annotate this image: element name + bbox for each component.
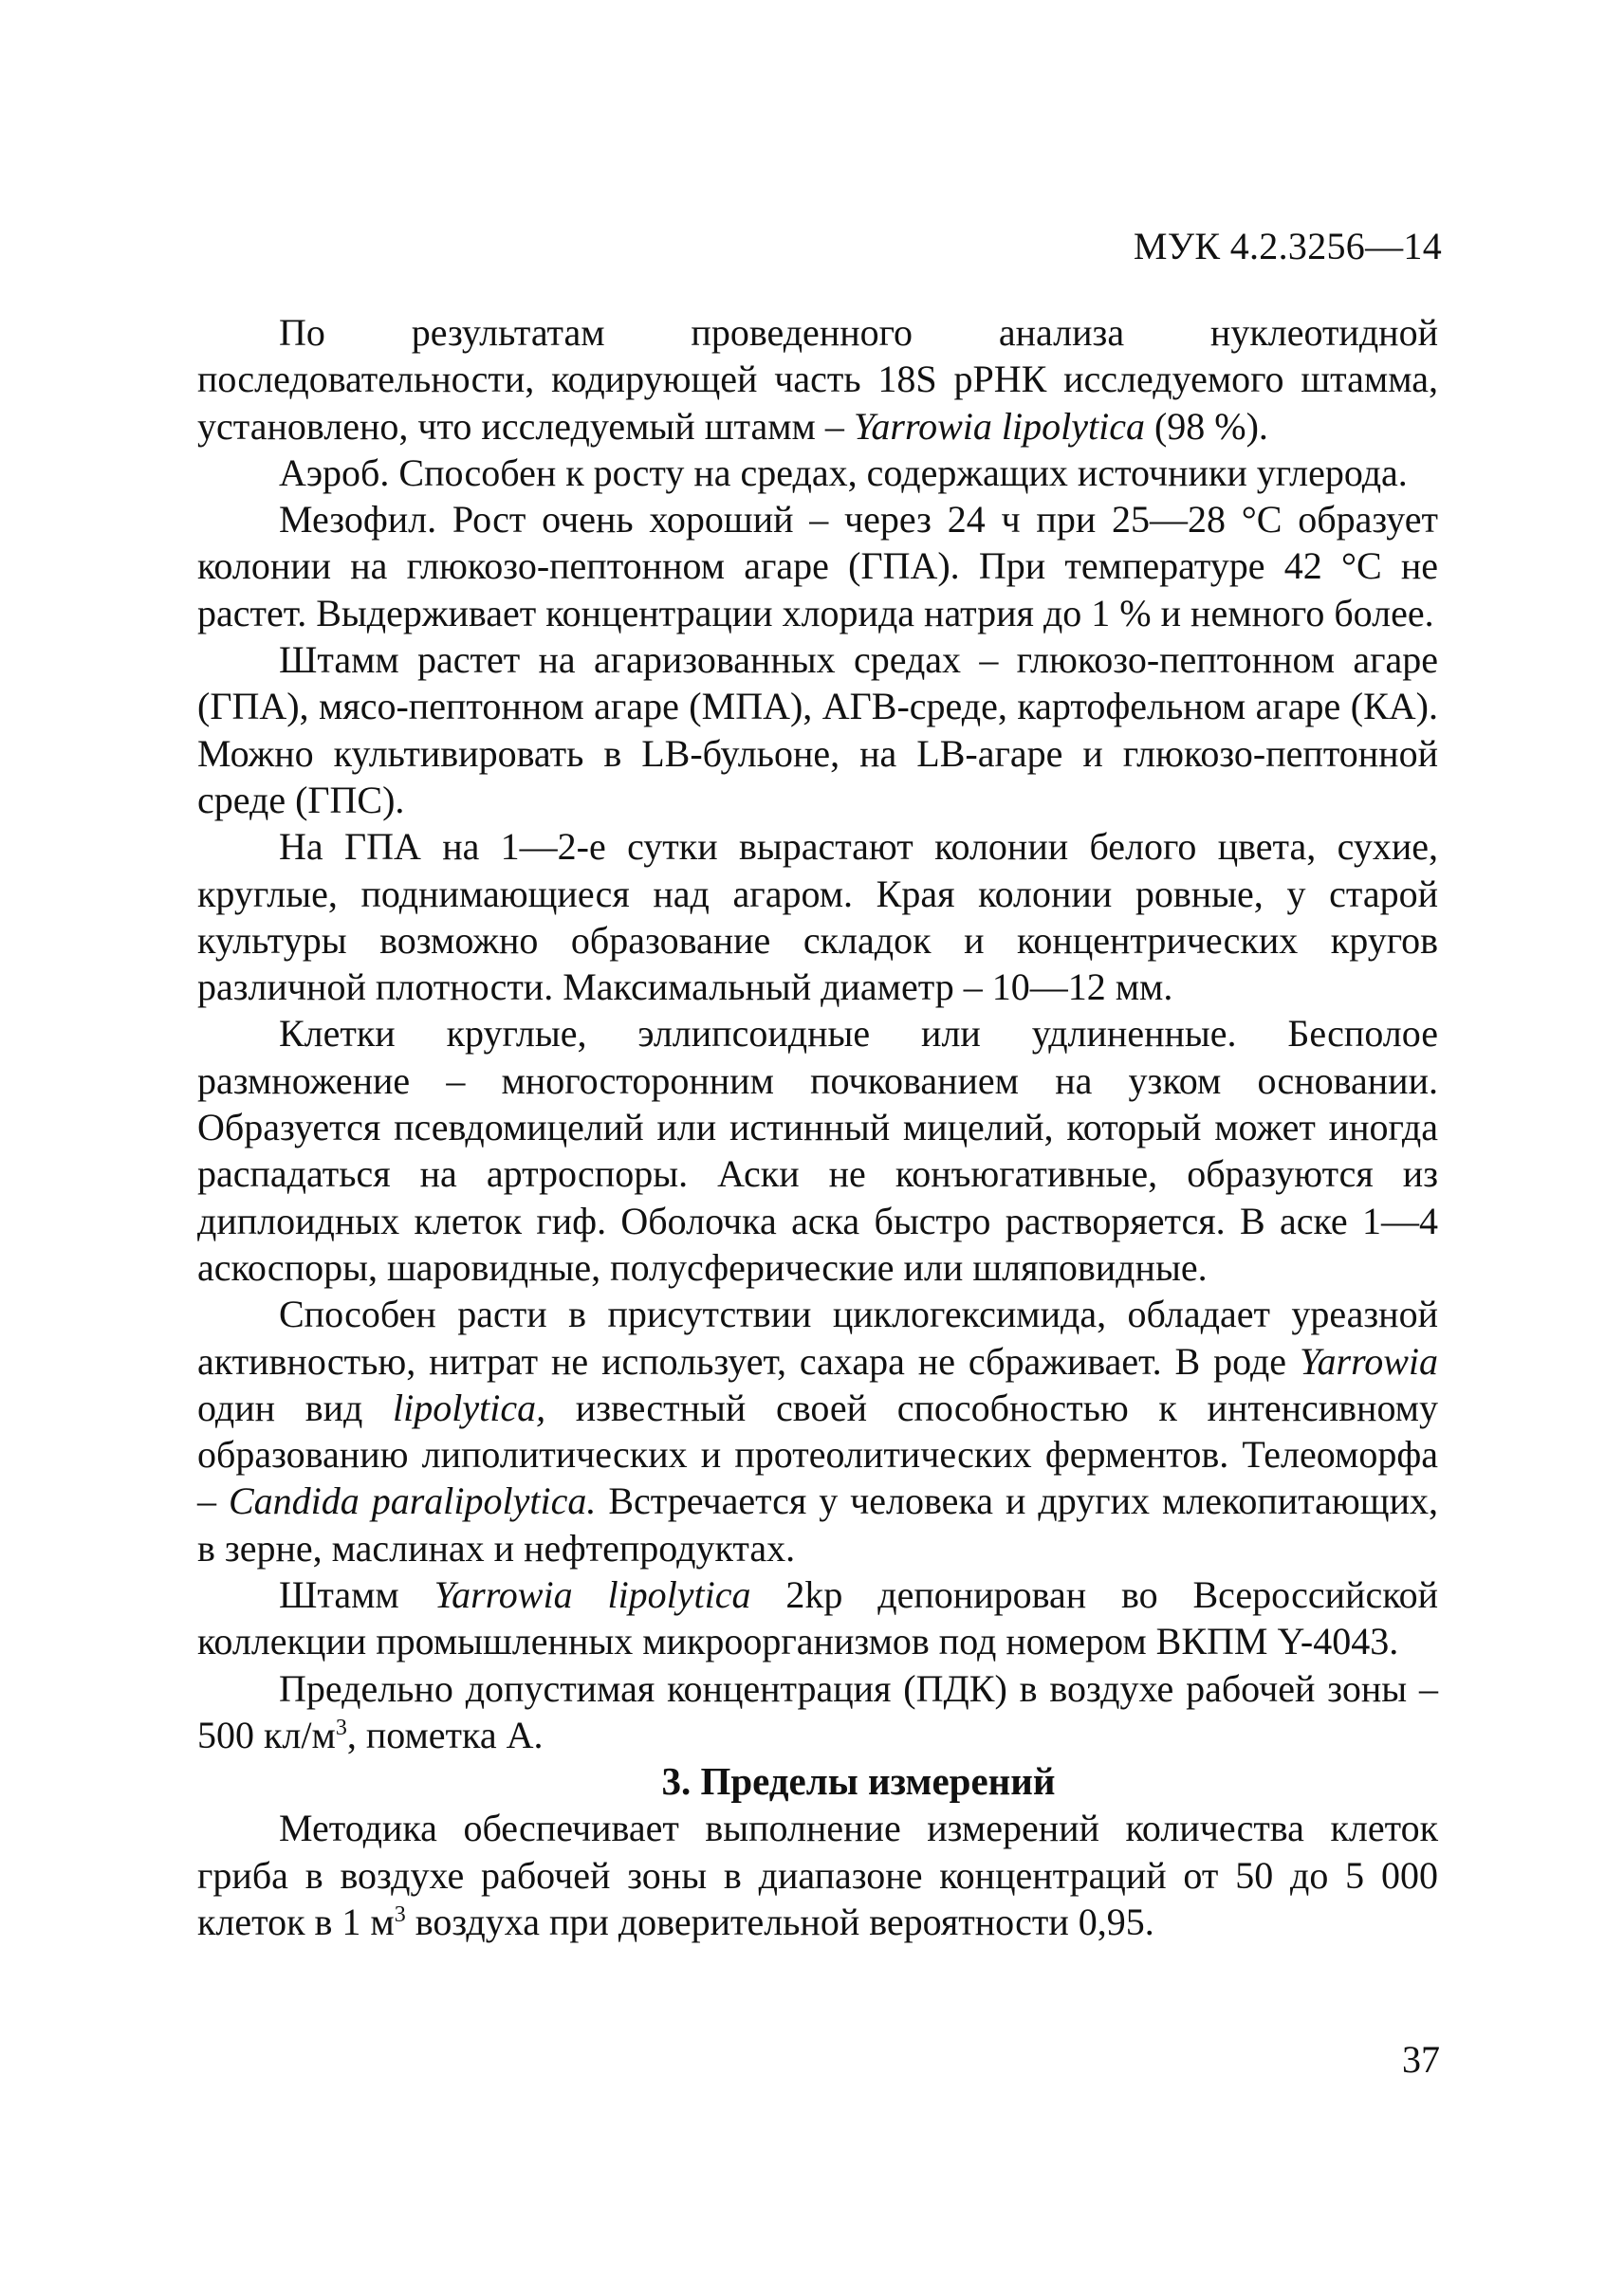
paragraph-mesophile: Мезофил. Рост очень хороший – через 24 ч при 25—28 °С образует колонии на глюкозо-пептонном агаре (ГПА). При температуре 42 °С не растет. Выдерживает концентрации хлорида натрия до 1 % и немного более. xyxy=(197,498,1438,634)
paragraph-deposit xyxy=(197,1571,1438,1665)
paragraph-text: 2kp депонирован во Всероссийской коллекции промышленных микроорганизмов под номером ВКПМ Y-4043. xyxy=(197,1573,1439,1663)
paragraph-growth-media: Штамм растет на агаризованных средах – глюкозо-пептонном агаре (ГПА), мясо-пептонном агаре (МПА), АГВ-среде, картофельном агаре (КА). Можно культивировать в LB-бульоне, на LB-агаре и глюкозо-пептонной среде (ГПС). xyxy=(197,638,1438,821)
superscript: 3 xyxy=(394,1901,406,1927)
paragraph-text: Штамм xyxy=(279,1573,434,1617)
paragraph-text: По результатам проведенного анализа нуклеотидной последовательности, кодирующей часть 18S рРНК исследуемого штамма, установлено, что исследуемый штамм – xyxy=(197,311,1438,448)
paragraph-text: Предельно допустимая концентрация (ПДК) в воздухе рабочей зоны – 500 кл/м xyxy=(197,1666,1438,1756)
paragraph-text: (98 %). xyxy=(1144,404,1268,448)
paragraph-text: Методика обеспечивает выполнение измерений количества клеток гриба в воздухе рабочей зоны в диапазоне концентраций от 50 до 5 000 клеток в 1 м xyxy=(197,1807,1438,1943)
paragraph-cells: Клетки круглые, эллипсоидные или удлиненные. Бесполое размножение – многосторонним почкованием на узком основании. Образуется псевдомицелий или истинный мицелий, который может иногда распадаться на артроспоры. Аски не конъюгативные, образуются из диплоидных клеток гиф. Оболочка аска быстро растворяется. В аске 1—4 аскоспоры, шаровидные, полусферические или шляповидные. xyxy=(197,1012,1438,1289)
species-name: Yarrowia lipolytica xyxy=(853,404,1145,448)
paragraph-properties xyxy=(197,1291,1438,1571)
paragraph-text: известный своей способностью к интенсивному образованию липолитических и протеолитических ферментов. Телеоморфа – xyxy=(197,1386,1438,1523)
paragraph-mac xyxy=(197,1665,1438,1759)
species-name: Yarrowia lipolytica xyxy=(434,1573,751,1617)
paragraph-text: воздуха при доверительной вероятности 0,95. xyxy=(405,1900,1154,1943)
paragraph-sequence-analysis xyxy=(197,309,1438,450)
document-body xyxy=(197,309,1438,1945)
paragraph-aerobe: Аэроб. Способен к росту на средах, содержащих источники углерода. xyxy=(279,450,1408,494)
paragraph-text: , пометка А. xyxy=(346,1713,544,1756)
paragraph-measurement-range xyxy=(197,1805,1438,1945)
section-title: 3. Пределы измерений xyxy=(661,1759,1056,1804)
species-epithet: lipolytica, xyxy=(393,1386,546,1429)
superscript: 3 xyxy=(335,1715,347,1740)
teleomorph-name: Candida paralipolytica. xyxy=(228,1479,597,1523)
genus-name: Yarrowia xyxy=(1299,1339,1438,1383)
paragraph-colonies: На ГПА на 1—2-е сутки вырастают колонии белого цвета, сухие, круглые, поднимающиеся над агаром. Края колонии ровные, у старой культуры возможно образование складок и концентрических кругов различной плотности. Максимальный диаметр – 10—12 мм. xyxy=(197,825,1438,1009)
paragraph-text: Способен расти в присутствии циклогексимида, обладает уреазной активностью, нитрат не использует, сахара не сбраживает. В роде xyxy=(197,1293,1438,1383)
paragraph-text: Встречается у человека и других млекопитающих, в зерне, маслинах и нефтепродуктах. xyxy=(197,1479,1438,1570)
document-code-header: МУК 4.2.3256—14 xyxy=(1133,225,1442,267)
page-number: 37 xyxy=(1402,2038,1440,2081)
paragraph-text: один вид xyxy=(197,1386,394,1429)
